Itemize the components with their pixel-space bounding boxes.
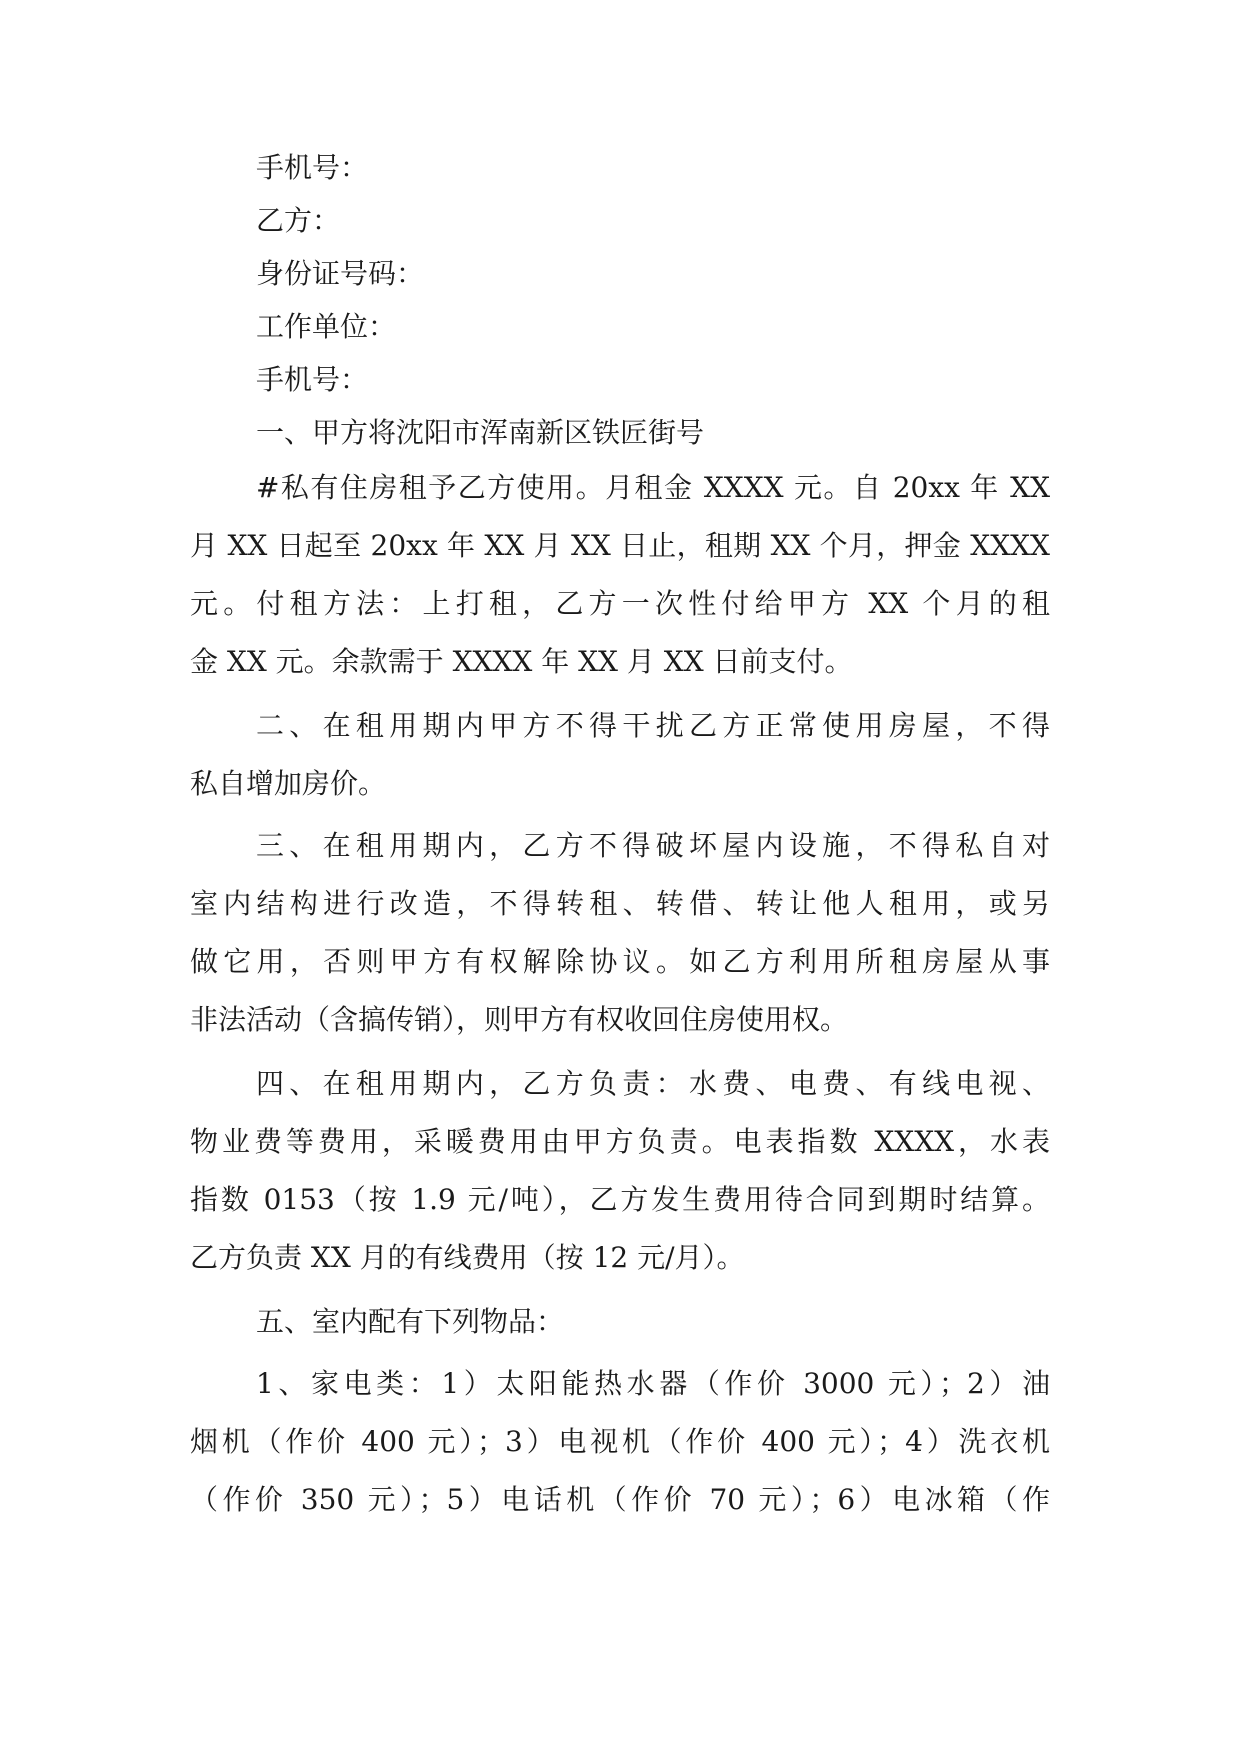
clause-6-line: 1、家电类：1）太阳能热水器（作价 3000 元）；2）油 [256, 1367, 1050, 1400]
party-b-id-label: 身份证号码： [256, 257, 425, 290]
clause-3-line: 做它用，否则甲方有权解除协议。如乙方利用所租房屋从事 [190, 945, 1050, 978]
clause-6 [190, 1355, 1050, 1529]
clause-4-line: 乙方负责 XX 月的有线费用（按 12 元/月）。 [190, 1241, 745, 1274]
clause-2-line: 私自增加房价。 [190, 767, 387, 800]
clause-1-line: 月 XX 日起至 20xx 年 XX 月 XX 日止，租期 XX 个月，押金 XXXX [190, 529, 1050, 562]
clause-1-line: 元。付租方法：上打租，乙方一次性付给甲方 XX 个月的租 [190, 587, 1050, 620]
clause-3-line: 三、在租用期内，乙方不得破坏屋内设施，不得私自对 [256, 829, 1050, 862]
clause-1-body [190, 459, 1050, 691]
clause-2 [190, 697, 1050, 813]
clause-3 [190, 817, 1050, 1049]
clause-5-line: 五、室内配有下列物品： [256, 1305, 565, 1338]
clause-6-line: （作价 350 元）；5）电话机（作价 70 元）；6）电冰箱（作 [190, 1483, 1050, 1516]
clause-1-line: 金 XX 元。余款需于 XXXX 年 XX 月 XX 日前支付。 [190, 645, 853, 678]
clause-4-line: 物业费等费用，采暖费用由甲方负责。电表指数 XXXX，水表 [190, 1125, 1050, 1158]
clause-4 [190, 1055, 1050, 1287]
clause-6-line: 烟机（作价 400 元）；3）电视机（作价 400 元）；4）洗衣机 [190, 1425, 1050, 1458]
clause-3-line: 非法活动（含搞传销），则甲方有权收回住房使用权。 [190, 1003, 849, 1036]
party-b-label: 乙方： [256, 204, 341, 237]
clause-1-heading: 一、甲方将沈阳市浑南新区铁匠街号 [256, 416, 705, 449]
clause-4-line: 指数 0153（按 1.9 元/吨），乙方发生费用待合同到期时结算。 [190, 1183, 1050, 1216]
clause-5 [190, 1293, 1050, 1351]
clause-1-line: #私有住房租予乙方使用。月租金 XXXX 元。自 20xx 年 XX [256, 471, 1050, 504]
clause-2-line: 二、在租用期内甲方不得干扰乙方正常使用房屋，不得 [256, 709, 1050, 742]
party-a-phone-label: 手机号： [256, 151, 369, 184]
clause-4-line: 四、在租用期内，乙方负责：水费、电费、有线电视、 [256, 1067, 1050, 1100]
clause-3-line: 室内结构进行改造，不得转租、转借、转让他人租用，或另 [190, 887, 1050, 920]
party-b-phone-label: 手机号： [256, 363, 369, 396]
party-b-employer-label: 工作单位： [256, 310, 397, 343]
